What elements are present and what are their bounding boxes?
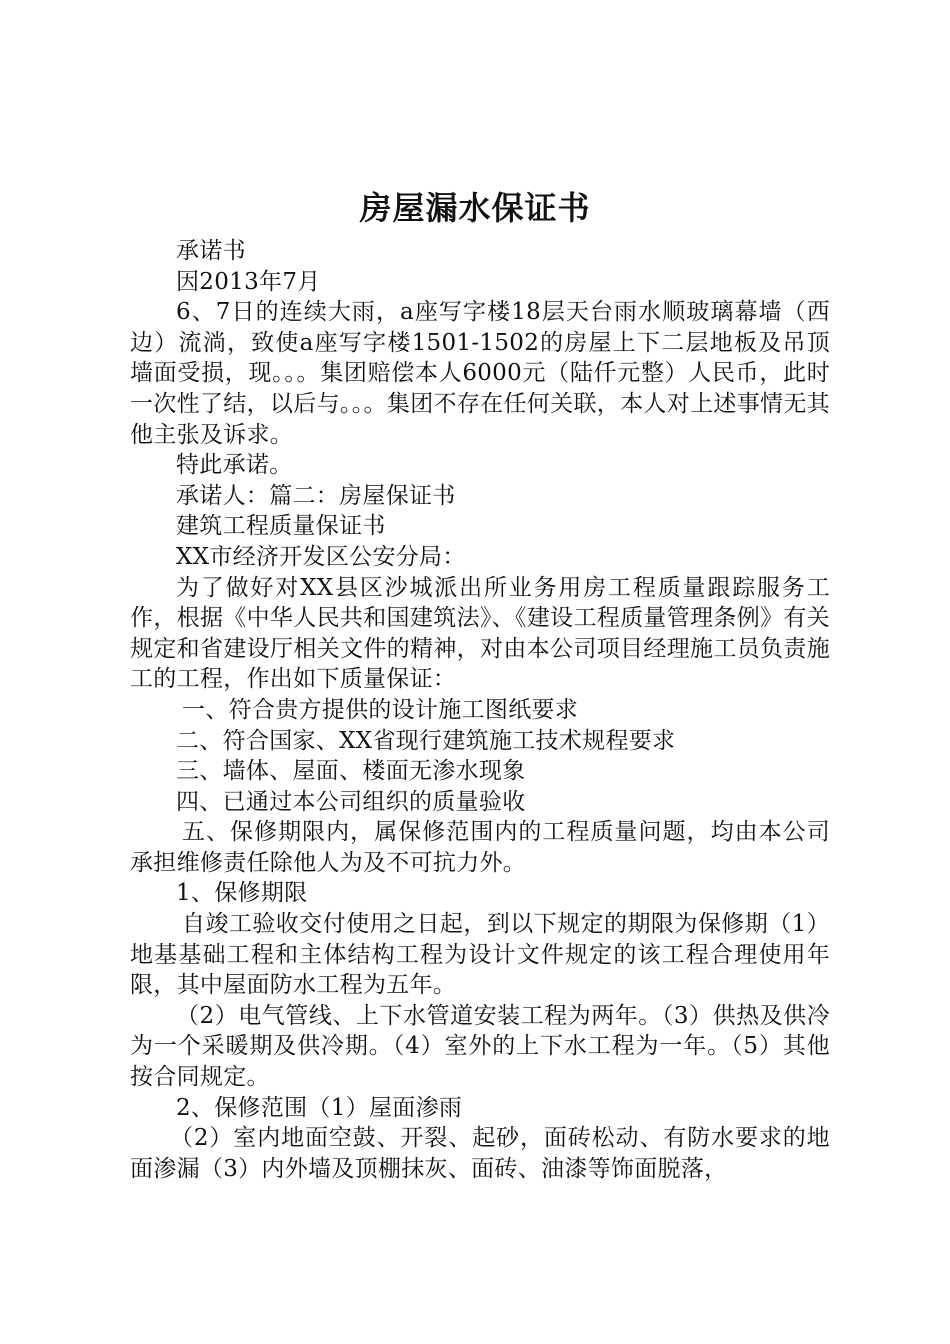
paragraph: 6、7日的连续大雨，a座写字楼18层天台雨水顺玻璃幕墙（西边）流淌，致使a座写字楼1501-1502的房屋上下二层地板及吊顶墙面受损，现。。。集团赔偿本人6000元（陆仟元整）人民币，此时一次性了结，以后与。。。集团不存在任何关联，本人对上述事情无其他主张及诉求。: [130, 299, 830, 448]
paragraph: 特此承诺。: [176, 452, 293, 479]
list-item: 一、符合贵方提供的设计施工图纸要求: [182, 696, 579, 723]
section-heading: 2、保修范围（1）屋面渗雨: [176, 1094, 463, 1121]
list-item: 四、已通过本公司组织的质量验收: [176, 788, 526, 815]
document-title: 房屋漏水保证书: [359, 189, 591, 227]
list-item: 二、符合国家、XX省现行建筑施工技术规程要求: [176, 727, 676, 754]
document-body: [130, 236, 830, 1184]
paragraph: 因2013年7月: [176, 268, 321, 295]
paragraph: 建筑工程质量保证书: [176, 513, 386, 540]
paragraph: 承诺书: [176, 238, 246, 264]
list-item: 五、保修期限内，属保修范围内的工程质量问题，均由本公司承担维修责任除他人为及不可抗力外。: [130, 819, 830, 876]
paragraph: XX市经济开发区公安分局：: [176, 543, 466, 570]
paragraph: 为了做好对XX县区沙城派出所业务用房工程质量跟踪服务工作，根据《中华人民共和国建筑法》、《建设工程质量管理条例》有关规定和省建设厅相关文件的精神，对由本公司项目经理施工员负责施工的工程，作出如下质量保证：: [130, 574, 830, 693]
paragraph: 承诺人：篇二：房屋保证书: [176, 482, 456, 509]
section-heading: 1、保修期限: [176, 880, 308, 907]
paragraph: （2）电气管线、上下水管道安装工程为两年。（3）供热及供冷为一个采暖期及供冷期。（4）室外的上下水工程为一年。（5）其他按合同规定。: [130, 1002, 830, 1091]
paragraph: （2）室内地面空鼓、开裂、起砂，面砖松动、有防水要求的地面渗漏（3）内外墙及顶棚抹灰、面砖、油漆等饰面脱落，: [130, 1125, 830, 1182]
paragraph: 自竣工验收交付使用之日起，到以下规定的期限为保修期（1）地基基础工程和主体结构工程为设计文件规定的该工程合理使用年限，其中屋面防水工程为五年。: [130, 911, 830, 999]
list-item: 三、墙体、屋面、楼面无渗水现象: [176, 758, 526, 785]
